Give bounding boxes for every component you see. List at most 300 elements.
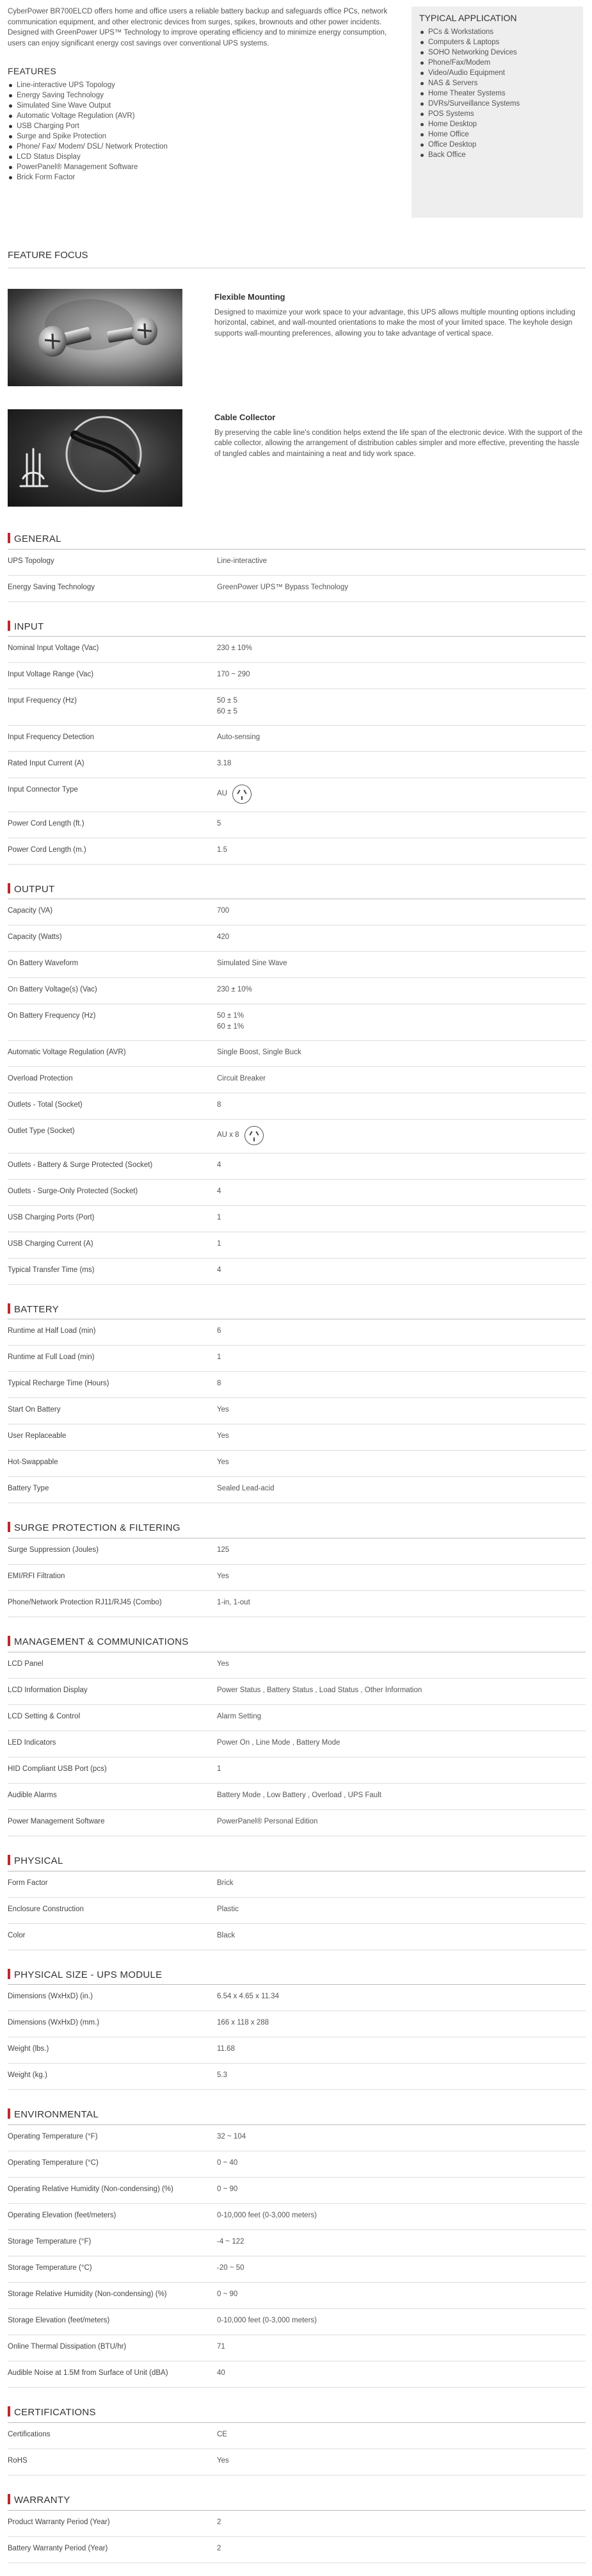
spec-row	[8, 1232, 586, 1259]
features-list	[8, 80, 392, 183]
spec-value-line: Simulated Sine Wave	[217, 959, 287, 968]
spec-label: Capacity (Watts)	[8, 933, 62, 942]
feature-item: LCD Status Display	[8, 152, 392, 162]
spec-label: Power Cord Length (ft.)	[8, 819, 84, 827]
feature-item: Brick Form Factor	[8, 172, 392, 183]
spec-label: EMI/RFI Filtration	[8, 1572, 65, 1581]
spec-value-lines	[217, 1186, 586, 1197]
spec-row	[8, 1731, 586, 1757]
spec-value	[217, 932, 586, 943]
spec-section-title: PHYSICAL SIZE - UPS MODULE	[8, 1968, 586, 1985]
spec-row	[8, 1538, 586, 1565]
spec-row	[8, 1004, 586, 1040]
spec-value	[217, 1816, 586, 1827]
flexible-mounting-heading: Flexible Mounting	[214, 291, 285, 302]
spec-row	[8, 2449, 586, 2475]
spec-label: LED Indicators	[8, 1738, 56, 1747]
spec-value-line: Yes	[217, 1432, 229, 1440]
spec-value	[217, 984, 586, 995]
spec-value-lines	[217, 2315, 586, 2326]
typical-application-item: PCs & Workstations	[419, 27, 575, 37]
spec-label: Weight (kg.)	[8, 2071, 47, 2080]
spec-value	[217, 906, 586, 917]
spec-label: Battery Type	[8, 1485, 49, 1493]
spec-value-line: 6	[217, 1327, 221, 1335]
spec-value-line: Single Boost, Single Buck	[217, 1048, 301, 1056]
spec-value-lines	[217, 1483, 586, 1494]
spec-label: Input Connector Type	[8, 785, 78, 794]
spec-value-line: Sealed Lead-acid	[217, 1485, 275, 1493]
spec-value-line: 1	[217, 1353, 221, 1362]
spec-value-line: 0 ~ 90	[217, 2290, 238, 2299]
spec-label: On Battery Waveform	[8, 959, 79, 968]
spec-value-line: PowerPanel® Personal Edition	[217, 1817, 318, 1825]
spec-value	[217, 1011, 586, 1032]
spec-value-line: 6.54 x 4.65 x 11.34	[217, 1993, 279, 2001]
spec-value	[217, 1126, 586, 1145]
spec-label: Audible Noise at 1.5M from Surface of Unit (dBA)	[8, 2369, 168, 2377]
spec-value	[217, 696, 586, 717]
spec-value	[217, 1073, 586, 1084]
feature-item: Phone/ Fax/ Modem/ DSL/ Network Protection	[8, 142, 392, 152]
spec-label: Rated Input Current (A)	[8, 759, 84, 767]
spec-row	[8, 1871, 586, 1898]
spec-label: Runtime at Half Load (min)	[8, 1327, 96, 1335]
cable-collector-text	[214, 409, 586, 507]
typical-application-item: SOHO Networking Devices	[419, 47, 575, 58]
cable-collector-heading: Cable Collector	[214, 412, 276, 422]
spec-label: Product Warranty Period (Year)	[8, 2518, 110, 2526]
spec-label: Storage Temperature (°C)	[8, 2264, 92, 2272]
spec-label: Runtime at Full Load (min)	[8, 1353, 95, 1362]
spec-label: Operating Temperature (°F)	[8, 2133, 98, 2141]
spec-value-line: 230 ± 10%	[217, 644, 252, 653]
spec-label: Capacity (VA)	[8, 907, 53, 915]
spec-value-line: Circuit Breaker	[217, 1074, 266, 1082]
spec-value	[217, 2517, 586, 2528]
spec-value-line: 2	[217, 2518, 221, 2526]
spec-value	[217, 2184, 586, 2195]
spec-value	[217, 2210, 586, 2221]
spec-section-title: BATTERY	[8, 1303, 586, 1320]
spec-row	[8, 1120, 586, 1153]
spec-value-lines	[217, 1904, 586, 1915]
spec-value-lines	[217, 1011, 586, 1032]
spec-label: Hot-Swappable	[8, 1458, 58, 1467]
spec-value-line: Black	[217, 1931, 236, 1939]
spec-section-certifications	[8, 2406, 586, 2475]
spec-row	[8, 1153, 586, 1180]
spec-row	[8, 1757, 586, 1784]
spec-label: Form Factor	[8, 1879, 48, 1887]
spec-value-line: Alarm Setting	[217, 1712, 262, 1720]
features-title: FEATURES	[8, 65, 57, 76]
spec-value-line: GreenPower UPS™ Bypass Technology	[217, 583, 348, 591]
spec-value-line: Brick	[217, 1879, 234, 1887]
feature-item: Automatic Voltage Regulation (AVR)	[8, 111, 392, 121]
spec-label: Surge Suppression (Joules)	[8, 1546, 99, 1554]
feature-item: Simulated Sine Wave Output	[8, 101, 392, 111]
spec-value-lines	[217, 2070, 586, 2081]
spec-value	[217, 1930, 586, 1941]
spec-value-line: Power On , Line Mode , Battery Mode	[217, 1738, 340, 1747]
spec-value-lines	[217, 1597, 586, 1608]
spec-value-line: 1	[217, 1213, 221, 1221]
spec-label: Outlets - Battery & Surge Protected (Socket)	[8, 1161, 153, 1169]
spec-row	[8, 1093, 586, 1120]
spec-value	[217, 1047, 586, 1058]
spec-value-line: 4	[217, 1161, 221, 1169]
spec-value-lines	[217, 788, 227, 799]
spec-row	[8, 1346, 586, 1372]
spec-row	[8, 1705, 586, 1731]
spec-value-lines	[217, 2132, 586, 2142]
spec-value-line: Auto-sensing	[217, 733, 260, 741]
spec-row	[8, 663, 586, 689]
au-plug-icon	[232, 785, 252, 804]
cable-collector-image	[8, 409, 182, 507]
spec-row	[8, 550, 586, 576]
spec-label: Outlet Type (Socket)	[8, 1127, 75, 1135]
spec-label: On Battery Frequency (Hz)	[8, 1012, 96, 1020]
spec-value	[217, 643, 586, 654]
spec-row	[8, 952, 586, 978]
spec-row	[8, 2256, 586, 2283]
feature-item: USB Charging Port	[8, 121, 392, 131]
spec-value	[217, 582, 586, 593]
spec-label: RoHS	[8, 2456, 28, 2465]
spec-section-battery	[8, 1303, 586, 1504]
spec-value-lines	[217, 1352, 586, 1363]
spec-value-lines	[217, 1816, 586, 1827]
spec-row	[8, 1180, 586, 1206]
typical-application-item: Home Desktop	[419, 119, 575, 129]
spec-value	[217, 958, 586, 969]
flexible-mounting-text	[214, 289, 586, 386]
spec-value-line: 11.68	[217, 2045, 235, 2053]
spec-value	[217, 732, 586, 743]
spec-value	[217, 1790, 586, 1801]
spec-label: Overload Protection	[8, 1074, 73, 1082]
spec-label: USB Charging Ports (Port)	[8, 1213, 95, 1221]
spec-value-line: AU x 8	[217, 1131, 239, 1139]
spec-value-lines	[217, 1764, 586, 1775]
spec-row	[8, 637, 586, 663]
spec-value-lines	[217, 1545, 586, 1556]
spec-value-lines	[217, 1160, 586, 1171]
spec-row	[8, 576, 586, 602]
spec-value	[217, 2158, 586, 2169]
spec-section-title: OUTPUT	[8, 883, 586, 900]
spec-row	[8, 2230, 586, 2256]
spec-value	[217, 1160, 586, 1171]
spec-value-line: AU	[217, 790, 227, 798]
spec-value-line: Yes	[217, 1458, 229, 1467]
spec-row	[8, 2178, 586, 2204]
spec-value	[217, 1326, 586, 1337]
spec-value-lines	[217, 1378, 586, 1389]
spec-label: Nominal Input Voltage (Vac)	[8, 644, 99, 653]
spec-row	[8, 2361, 586, 2388]
spec-value-line: 170 ~ 290	[217, 671, 250, 679]
spec-label: Audible Alarms	[8, 1791, 57, 1799]
spec-row	[8, 1565, 586, 1591]
spec-value	[217, 1571, 586, 1582]
spec-section-title: PHYSICAL	[8, 1854, 586, 1871]
spec-row	[8, 2151, 586, 2178]
spec-value-line: 166 x 118 x 288	[217, 2019, 269, 2027]
spec-value-lines	[217, 1047, 586, 1058]
spec-value-lines	[217, 1212, 586, 1223]
spec-value-line: Power Status , Battery Status , Load Status , Other Information	[217, 1686, 422, 1694]
spec-value	[217, 1685, 586, 1696]
spec-value-lines	[217, 2543, 586, 2554]
spec-value-lines	[217, 696, 586, 717]
cable-collector-description: By preserving the cable line's condition helps extend the life span of the electronic device. With the support of the cable collector, allowing the arrangement of distribution cables simpler and more effective, preventing the hassle of tangled cables and maintaining a neat and tidy work space.	[214, 428, 582, 458]
spec-value-line: 5	[217, 819, 221, 827]
spec-row	[8, 1067, 586, 1093]
spec-label: Operating Temperature (°C)	[8, 2159, 99, 2167]
focus-item-flexible-mounting	[8, 289, 586, 386]
spec-value	[217, 669, 586, 680]
spec-row	[8, 838, 586, 865]
spec-row	[8, 2537, 586, 2563]
intro-description: CyberPower BR700ELCD offers home and office users a reliable battery backup and safeguards office PCs, network communication equipment, and other electronic devices from surges, spikes, brownouts and other power incidents. Designed with GreenPower UPS™ Technology to improve operating efficiency and to minimize energy consumption, users can enjoy significant energy cost savings over conventional UPS systems.	[8, 8, 388, 48]
spec-value-lines	[217, 1991, 586, 2002]
spec-section-management-communications	[8, 1635, 586, 1836]
spec-value-lines	[217, 1930, 586, 1941]
typical-application-item: Video/Audio Equipment	[419, 68, 575, 78]
spec-value-lines	[217, 2342, 586, 2352]
spec-row	[8, 752, 586, 778]
spec-row	[8, 1924, 586, 1950]
spec-value-lines	[217, 906, 586, 917]
spec-value-line: 0-10,000 feet (0-3,000 meters)	[217, 2212, 317, 2220]
spec-value-lines	[217, 2368, 586, 2379]
spec-label: Dimensions (WxHxD) (mm.)	[8, 2019, 100, 2027]
spec-row	[8, 1041, 586, 1067]
spec-value-line: 1	[217, 1765, 221, 1773]
spec-label: Dimensions (WxHxD) (in.)	[8, 1993, 93, 2001]
spec-section-title: ENVIRONMENTAL	[8, 2108, 586, 2125]
spec-value-lines	[217, 1457, 586, 1468]
spec-label: LCD Panel	[8, 1659, 44, 1668]
spec-row	[8, 2125, 586, 2151]
spec-label: Power Cord Length (m.)	[8, 845, 86, 854]
spec-value-lines	[217, 1265, 586, 1276]
spec-value-line: 60 ± 5	[217, 707, 237, 715]
spec-section-title: INPUT	[8, 620, 586, 637]
spec-label: Power Management Software	[8, 1817, 105, 1825]
spec-value-line: 1	[217, 1239, 221, 1248]
spec-value-line: 420	[217, 933, 230, 942]
spec-value-line: 50 ± 1%	[217, 1012, 244, 1020]
spec-value-lines	[217, 1431, 586, 1442]
spec-section-environmental	[8, 2108, 586, 2388]
spec-value-lines	[217, 1685, 586, 1696]
spec-label: Battery Warranty Period (Year)	[8, 2544, 108, 2552]
spec-value-line: 8	[217, 1100, 221, 1109]
spec-label: Operating Relative Humidity (Non-condensing) (%)	[8, 2185, 173, 2194]
spec-value-lines	[217, 2210, 586, 2221]
spec-label: Storage Temperature (°F)	[8, 2238, 92, 2246]
spec-label: Weight (lbs.)	[8, 2045, 49, 2053]
spec-value	[217, 819, 586, 829]
spec-row	[8, 2335, 586, 2361]
spec-row	[8, 1898, 586, 1924]
spec-value-line: Yes	[217, 1406, 229, 1414]
spec-value	[217, 1545, 586, 1556]
spec-value	[217, 1100, 586, 1111]
spec-value	[217, 2289, 586, 2300]
spec-value-lines	[217, 582, 586, 593]
spec-section-title: WARRANTY	[8, 2493, 586, 2511]
spec-row	[8, 1424, 586, 1451]
spec-row	[8, 2283, 586, 2309]
spec-value-lines	[217, 2158, 586, 2169]
spec-label: Phone/Network Protection RJ11/RJ45 (Combo)	[8, 1599, 162, 1607]
flexible-mounting-description: Designed to maximize your work space to your advantage, this UPS allows multiple mounting options including horizontal, cabinet, and wall-mounted orientations to make the most of your limited space. The keyhole design supports wall-mounting preferences, allowing you to take advantage of vertical space.	[214, 308, 575, 338]
spec-value-lines	[217, 2263, 586, 2274]
spec-value-lines	[217, 758, 586, 769]
spec-row	[8, 778, 586, 812]
feature-item: Line-interactive UPS Topology	[8, 80, 392, 90]
spec-value	[217, 2315, 586, 2326]
spec-value-lines	[217, 845, 586, 856]
spec-value-line: 4	[217, 1187, 221, 1195]
spec-value-lines	[217, 1711, 586, 1722]
spec-value-line: 40	[217, 2369, 225, 2377]
spec-section-title: SURGE PROTECTION & FILTERING	[8, 1521, 586, 1538]
spec-section-title: CERTIFICATIONS	[8, 2406, 586, 2423]
spec-label: User Replaceable	[8, 1432, 67, 1440]
typical-application-item: Computers & Laptops	[419, 37, 575, 47]
spec-value-line: 0 ~ 40	[217, 2159, 238, 2167]
spec-row	[8, 1591, 586, 1617]
spec-section-title: GENERAL	[8, 532, 586, 550]
spec-label: On Battery Voltage(s) (Vac)	[8, 986, 97, 994]
spec-value-lines	[217, 1100, 586, 1111]
spec-value-line: 1.5	[217, 845, 227, 854]
spec-label: HID Compliant USB Port (pcs)	[8, 1765, 107, 1773]
spec-row	[8, 1372, 586, 1398]
spec-value-line: CE	[217, 2430, 227, 2438]
spec-value-lines	[217, 2044, 586, 2055]
spec-label: Storage Elevation (feet/meters)	[8, 2317, 110, 2325]
spec-value-line: Plastic	[217, 1905, 239, 1913]
spec-section-surge-protection-filtering	[8, 1521, 586, 1617]
spec-value-line: Line-interactive	[217, 557, 267, 565]
typical-application-list	[419, 27, 575, 160]
spec-value	[217, 1659, 586, 1670]
spec-label: Certifications	[8, 2430, 51, 2438]
spec-value-lines	[217, 984, 586, 995]
spec-row	[8, 925, 586, 952]
spec-label: Energy Saving Technology	[8, 583, 95, 591]
spec-value-line: 125	[217, 1546, 230, 1554]
spec-value-line: 5.3	[217, 2071, 227, 2080]
spec-value	[217, 1405, 586, 1415]
spec-value-lines	[217, 2237, 586, 2247]
spec-value-lines	[217, 1571, 586, 1582]
feature-focus-title: FEATURE FOCUS	[8, 249, 586, 268]
typical-application-box	[412, 6, 583, 218]
typical-application-item: NAS & Servers	[419, 78, 575, 88]
spec-value-lines	[217, 1790, 586, 1801]
spec-section-input	[8, 620, 586, 865]
spec-value-lines	[217, 2517, 586, 2528]
spec-value	[217, 1483, 586, 1494]
spec-label: Outlets - Surge-Only Protected (Socket)	[8, 1187, 138, 1195]
specifications	[8, 532, 586, 2563]
spec-row	[8, 689, 586, 725]
spec-value-lines	[217, 2456, 586, 2466]
spec-row	[8, 1451, 586, 1477]
spec-row	[8, 726, 586, 752]
spec-value-lines	[217, 819, 586, 829]
spec-value	[217, 2237, 586, 2247]
spec-value-line: 0 ~ 90	[217, 2185, 238, 2194]
spec-value-lines	[217, 2018, 586, 2028]
spec-section-warranty	[8, 2493, 586, 2563]
spec-value-lines	[217, 643, 586, 654]
spec-row	[8, 1652, 586, 1679]
spec-label: LCD Information Display	[8, 1686, 88, 1694]
spec-value	[217, 1352, 586, 1363]
spec-value	[217, 1378, 586, 1389]
spec-value	[217, 1186, 586, 1197]
spec-value-lines	[217, 932, 586, 943]
spec-value-lines	[217, 2184, 586, 2195]
spec-value-lines	[217, 1738, 586, 1749]
spec-value-line: 50 ± 5	[217, 697, 237, 705]
spec-label: Typical Transfer Time (ms)	[8, 1266, 95, 1274]
spec-value	[217, 845, 586, 856]
feature-item: PowerPanel® Management Software	[8, 162, 392, 172]
feature-item: Energy Saving Technology	[8, 90, 392, 101]
typical-application-item: Phone/Fax/Modem	[419, 58, 575, 68]
spec-value-line: 1-in, 1-out	[217, 1599, 250, 1607]
au-plug-icon	[244, 1126, 264, 1145]
spec-row	[8, 1398, 586, 1424]
spec-row	[8, 2037, 586, 2064]
spec-label: USB Charging Current (A)	[8, 1239, 93, 1248]
spec-value-lines	[217, 2429, 586, 2440]
spec-label: Automatic Voltage Regulation (AVR)	[8, 1048, 126, 1056]
spec-value-lines	[217, 1239, 586, 1250]
spec-value	[217, 2368, 586, 2379]
spec-value	[217, 2456, 586, 2466]
spec-row	[8, 1810, 586, 1836]
spec-value-line: 32 ~ 104	[217, 2133, 246, 2141]
spec-value	[217, 785, 586, 804]
spec-value-line: 700	[217, 907, 230, 915]
flexible-mounting-image	[8, 289, 182, 386]
spec-value	[217, 1764, 586, 1775]
spec-label: Typical Recharge Time (Hours)	[8, 1380, 109, 1388]
spec-value	[217, 1597, 586, 1608]
spec-label: Input Frequency Detection	[8, 733, 94, 741]
intro-left-column	[8, 6, 392, 218]
focus-item-cable-collector	[8, 409, 586, 507]
typical-application-item: Home Office	[419, 129, 575, 140]
spec-row	[8, 2011, 586, 2037]
spec-value-line: -20 ~ 50	[217, 2264, 244, 2272]
spec-label: Input Voltage Range (Vac)	[8, 671, 94, 679]
spec-value-line: 4	[217, 1266, 221, 1274]
spec-label: Online Thermal Dissipation (BTU/hr)	[8, 2343, 127, 2351]
spec-row	[8, 2064, 586, 2090]
